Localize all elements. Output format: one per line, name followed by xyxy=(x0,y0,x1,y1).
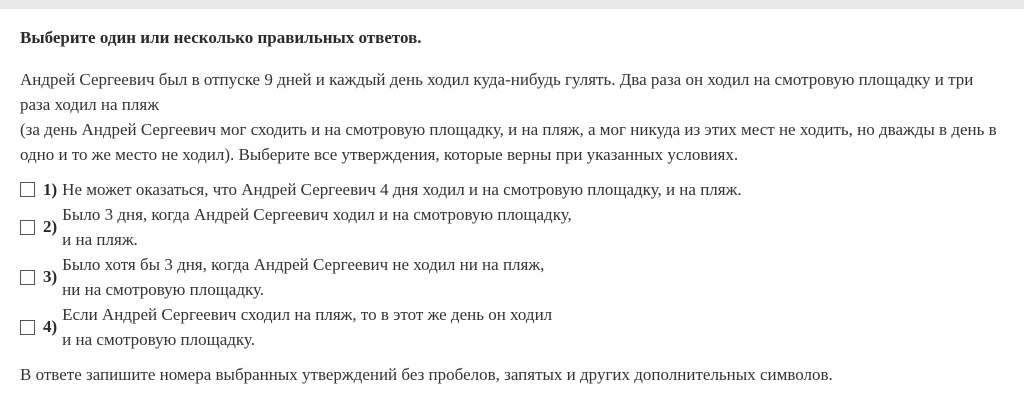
option-1-line-1: Не может оказаться, что Андрей Сергеевич 4 дня ходил и на смотровую площадку, и на пляж. xyxy=(62,180,742,199)
option-3[interactable] xyxy=(20,252,1004,302)
answer-instruction: В ответе запишите номера выбранных утверждений без пробелов, запятых и других дополнительных символов. xyxy=(20,365,833,384)
option-2-text xyxy=(62,202,572,252)
option-4-number: 4) xyxy=(43,317,58,336)
option-2-number: 2) xyxy=(43,217,58,236)
option-3-checkbox[interactable] xyxy=(20,270,35,285)
option-4-checkbox[interactable] xyxy=(20,320,35,335)
option-1-text xyxy=(62,177,741,202)
option-1[interactable] xyxy=(20,177,1004,202)
option-3-line-2: ни на смотровую площадку. xyxy=(62,280,265,299)
option-3-text xyxy=(62,252,544,302)
option-4[interactable] xyxy=(20,302,1004,352)
option-3-line-1: Было хотя бы 3 дня, когда Андрей Сергеевич не ходил ни на пляж, xyxy=(62,255,545,274)
option-1-checkbox[interactable] xyxy=(20,182,35,197)
top-bar xyxy=(0,0,1024,9)
option-3-number: 3) xyxy=(43,267,58,286)
instruction-text: Выберите один или несколько правильных ответов. xyxy=(20,28,422,47)
question-paragraph-1: Андрей Сергеевич был в отпуске 9 дней и каждый день ходил куда-нибудь гулять. Два раза он ходил на смотровую площадку и три раза ходил на пляж xyxy=(20,70,974,114)
option-1-number: 1) xyxy=(43,179,58,199)
option-4-line-2: и на смотровую площадку. xyxy=(62,330,255,349)
option-2[interactable] xyxy=(20,202,1004,252)
question-paragraph-2: (за день Андрей Сергеевич мог сходить и на смотровую площадку, и на пляж, а мог никуда из этих мест не ходить, но дважды в день в одно и то же место не ходил). Выберите все утверждения, которые верны при указанных условиях. xyxy=(20,120,997,164)
option-2-line-1: Было 3 дня, когда Андрей Сергеевич ходил и на смотровую площадку, xyxy=(62,205,572,224)
option-4-text xyxy=(62,302,552,352)
option-4-line-1: Если Андрей Сергеевич сходил на пляж, то в этот же день он ходил xyxy=(62,305,553,324)
answer-options xyxy=(20,177,1004,352)
option-2-line-2: и на пляж. xyxy=(62,230,138,249)
question-text xyxy=(20,67,1004,167)
question-block xyxy=(20,26,1004,402)
option-2-checkbox[interactable] xyxy=(20,220,35,235)
